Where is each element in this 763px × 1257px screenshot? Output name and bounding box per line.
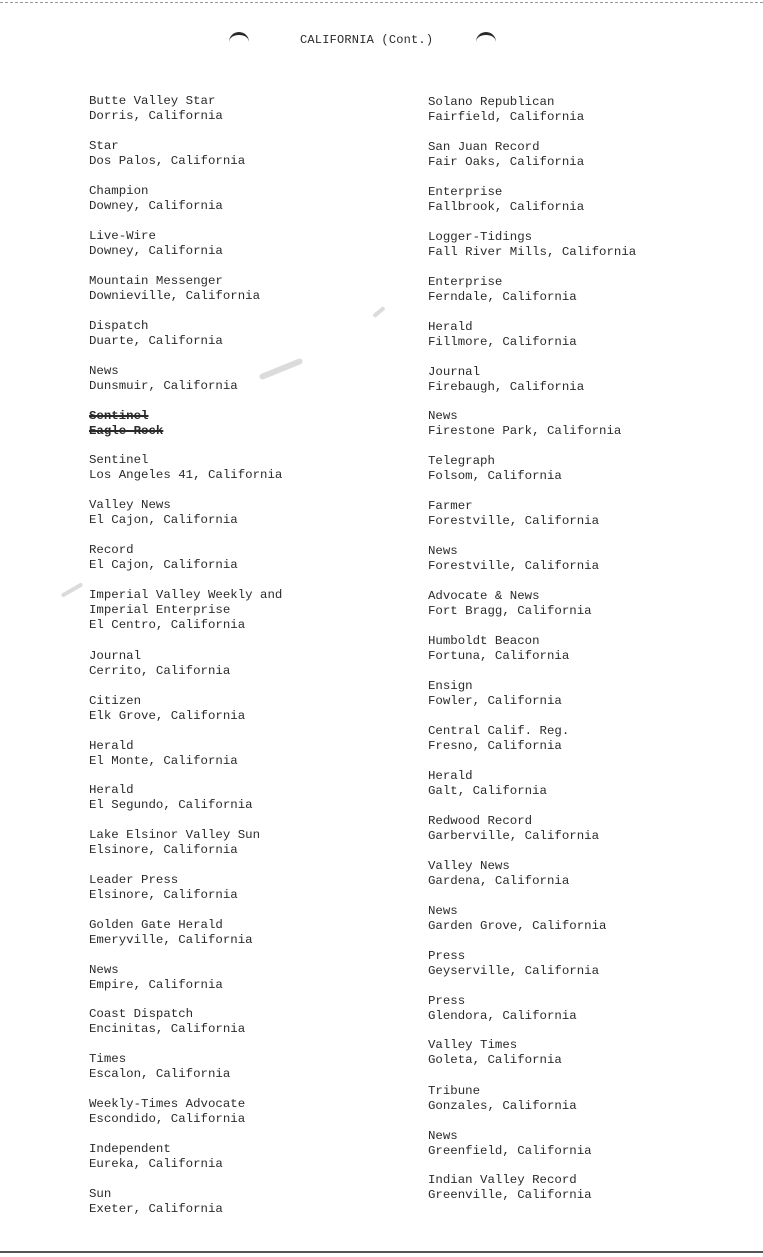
newspaper-location: Greenville, California xyxy=(428,1188,592,1202)
newspaper-location: Escondido, California xyxy=(89,1112,246,1126)
newspaper-location: Eureka, California xyxy=(89,1157,223,1171)
newspaper-entry xyxy=(428,814,599,844)
newspaper-entry xyxy=(428,1038,562,1068)
newspaper-location: Duarte, California xyxy=(89,334,223,348)
newspaper-entry xyxy=(89,1187,223,1217)
newspaper-entry xyxy=(428,1129,592,1159)
newspaper-location: Dorris, California xyxy=(89,109,223,123)
bottom-rule xyxy=(0,1251,763,1253)
newspaper-entry xyxy=(89,918,253,948)
newspaper-location: El Monte, California xyxy=(89,754,238,768)
newspaper-location: El Centro, California xyxy=(89,618,246,632)
newspaper-entry xyxy=(89,1142,223,1172)
newspaper-location: El Cajon, California xyxy=(89,513,238,527)
newspaper-location: Fairfield, California xyxy=(428,110,585,124)
newspaper-location: Greenfield, California xyxy=(428,1144,592,1158)
ink-smudge xyxy=(61,582,84,597)
newspaper-entry xyxy=(428,544,599,574)
newspaper-name: Valley News xyxy=(428,859,510,873)
newspaper-entry xyxy=(89,694,245,724)
newspaper-name: Live-Wire xyxy=(89,229,156,243)
newspaper-entry xyxy=(428,365,584,395)
newspaper-entry xyxy=(89,274,260,304)
newspaper-name: Journal xyxy=(428,365,481,379)
newspaper-location: Elk Grove, California xyxy=(89,709,246,723)
newspaper-location: Fort Bragg, California xyxy=(428,604,592,618)
newspaper-name-continued: Imperial Enterprise xyxy=(89,603,231,617)
newspaper-entry xyxy=(89,409,163,439)
newspaper-entry xyxy=(428,409,621,439)
newspaper-name: News xyxy=(428,1129,458,1143)
newspaper-location: Escalon, California xyxy=(89,1067,231,1081)
newspaper-name: Herald xyxy=(89,739,134,753)
newspaper-name: Solano Republican xyxy=(428,95,555,109)
newspaper-location: Dos Palos, California xyxy=(89,154,246,168)
ink-smudge xyxy=(259,358,304,381)
newspaper-name: News xyxy=(428,409,458,423)
newspaper-entry xyxy=(428,454,562,484)
newspaper-location: Ferndale, California xyxy=(428,290,577,304)
newspaper-name: Press xyxy=(428,949,466,963)
newspaper-entry xyxy=(428,994,577,1024)
top-dashed-rule xyxy=(0,2,763,3)
newspaper-location: Eagle Rock xyxy=(89,424,164,438)
newspaper-name: Independent xyxy=(89,1142,171,1156)
newspaper-location: Firebaugh, California xyxy=(428,380,585,394)
newspaper-location: Fresno, California xyxy=(428,739,562,753)
newspaper-entry xyxy=(428,140,584,170)
newspaper-name: Advocate & News xyxy=(428,589,540,603)
newspaper-name: Lake Elsinor Valley Sun xyxy=(89,828,261,842)
newspaper-name: Indian Valley Record xyxy=(428,1173,577,1187)
newspaper-name: Press xyxy=(428,994,466,1008)
newspaper-entry xyxy=(89,828,260,858)
newspaper-name: Herald xyxy=(428,320,473,334)
newspaper-entry xyxy=(428,275,577,305)
newspaper-location: Fortuna, California xyxy=(428,649,570,663)
newspaper-name: Enterprise xyxy=(428,275,503,289)
newspaper-location: Forestville, California xyxy=(428,559,600,573)
newspaper-entry xyxy=(428,679,562,709)
newspaper-entry xyxy=(428,499,599,529)
page-title: CALIFORNIA (Cont.) xyxy=(300,33,434,47)
newspaper-location: Galt, California xyxy=(428,784,547,798)
newspaper-name: News xyxy=(89,963,119,977)
newspaper-name: Coast Dispatch xyxy=(89,1007,194,1021)
newspaper-name: Dispatch xyxy=(89,319,149,333)
newspaper-entry xyxy=(89,543,238,573)
newspaper-location: Emeryville, California xyxy=(89,933,253,947)
newspaper-name: Humboldt Beacon xyxy=(428,634,540,648)
newspaper-entry xyxy=(89,184,223,214)
newspaper-location: Garberville, California xyxy=(428,829,600,843)
newspaper-name: Champion xyxy=(89,184,149,198)
newspaper-name: Mountain Messenger xyxy=(89,274,223,288)
newspaper-name: Valley Times xyxy=(428,1038,518,1052)
newspaper-entry xyxy=(428,230,636,260)
newspaper-location: Geyserville, California xyxy=(428,964,600,978)
newspaper-location: Glendora, California xyxy=(428,1009,577,1023)
newspaper-name: Sentinel xyxy=(89,453,149,467)
newspaper-name: Sun xyxy=(89,1187,112,1201)
newspaper-location: Empire, California xyxy=(89,978,223,992)
newspaper-name: Times xyxy=(89,1052,127,1066)
newspaper-location: Fall River Mills, California xyxy=(428,245,637,259)
newspaper-name: Leader Press xyxy=(89,873,179,887)
newspaper-name: Imperial Valley Weekly and xyxy=(89,588,283,602)
newspaper-entry xyxy=(89,319,223,349)
newspaper-name: Logger-Tidings xyxy=(428,230,533,244)
newspaper-entry xyxy=(428,634,569,664)
newspaper-entry xyxy=(89,1007,245,1037)
newspaper-entry xyxy=(89,649,230,679)
newspaper-location: El Cajon, California xyxy=(89,558,238,572)
newspaper-location: Los Angeles 41, California xyxy=(89,468,283,482)
newspaper-entry xyxy=(89,588,282,633)
newspaper-name: News xyxy=(428,904,458,918)
newspaper-location: Fair Oaks, California xyxy=(428,155,585,169)
newspaper-entry xyxy=(428,904,606,934)
newspaper-entry xyxy=(428,95,584,125)
newspaper-entry xyxy=(428,769,547,799)
newspaper-location: Goleta, California xyxy=(428,1053,562,1067)
newspaper-name: Star xyxy=(89,139,119,153)
newspaper-entry xyxy=(428,724,569,754)
newspaper-entry xyxy=(89,1097,245,1127)
newspaper-name: Record xyxy=(89,543,134,557)
newspaper-name: Enterprise xyxy=(428,185,503,199)
newspaper-location: Garden Grove, California xyxy=(428,919,607,933)
newspaper-entry xyxy=(89,229,223,259)
newspaper-location: Encinitas, California xyxy=(89,1022,246,1036)
newspaper-name: Central Calif. Reg. xyxy=(428,724,570,738)
punch-hole-left-icon xyxy=(229,32,249,45)
newspaper-location: Firestone Park, California xyxy=(428,424,622,438)
newspaper-location: Downieville, California xyxy=(89,289,261,303)
newspaper-location: Elsinore, California xyxy=(89,888,238,902)
newspaper-name: San Juan Record xyxy=(428,140,540,154)
newspaper-entry xyxy=(89,1052,230,1082)
newspaper-name: Golden Gate Herald xyxy=(89,918,223,932)
newspaper-entry xyxy=(89,963,223,993)
newspaper-entry xyxy=(89,739,238,769)
newspaper-entry xyxy=(428,185,584,215)
newspaper-entry xyxy=(428,1084,577,1114)
newspaper-entry xyxy=(428,949,599,979)
newspaper-name: Sentinel xyxy=(89,409,149,423)
newspaper-name: Herald xyxy=(428,769,473,783)
newspaper-name: Journal xyxy=(89,649,142,663)
newspaper-location: Dunsmuir, California xyxy=(89,379,238,393)
newspaper-location: Forestville, California xyxy=(428,514,600,528)
newspaper-location: Gardena, California xyxy=(428,874,570,888)
newspaper-name: Herald xyxy=(89,783,134,797)
newspaper-entry xyxy=(89,139,245,169)
punch-hole-right-icon xyxy=(476,32,496,45)
newspaper-name: Farmer xyxy=(428,499,473,513)
newspaper-entry xyxy=(89,453,282,483)
newspaper-name: Valley News xyxy=(89,498,171,512)
newspaper-entry xyxy=(89,94,223,124)
newspaper-entry xyxy=(428,320,577,350)
newspaper-entry xyxy=(428,589,592,619)
newspaper-location: Cerrito, California xyxy=(89,664,231,678)
newspaper-name: Weekly-Times Advocate xyxy=(89,1097,246,1111)
newspaper-entry xyxy=(89,364,238,394)
newspaper-name: Telegraph xyxy=(428,454,495,468)
newspaper-location: Downey, California xyxy=(89,244,223,258)
newspaper-location: El Segundo, California xyxy=(89,798,253,812)
newspaper-name: Redwood Record xyxy=(428,814,533,828)
newspaper-name: Ensign xyxy=(428,679,473,693)
newspaper-entry xyxy=(89,783,253,813)
newspaper-name: Butte Valley Star xyxy=(89,94,216,108)
newspaper-location: Exeter, California xyxy=(89,1202,223,1216)
newspaper-location: Gonzales, California xyxy=(428,1099,577,1113)
newspaper-location: Fillmore, California xyxy=(428,335,577,349)
newspaper-name: Citizen xyxy=(89,694,142,708)
newspaper-name: Tribune xyxy=(428,1084,481,1098)
newspaper-location: Fowler, California xyxy=(428,694,562,708)
newspaper-entry xyxy=(89,873,238,903)
newspaper-name: News xyxy=(89,364,119,378)
newspaper-name: News xyxy=(428,544,458,558)
ink-smudge xyxy=(372,306,385,318)
newspaper-location: Elsinore, California xyxy=(89,843,238,857)
newspaper-location: Downey, California xyxy=(89,199,223,213)
newspaper-location: Folsom, California xyxy=(428,469,562,483)
newspaper-entry xyxy=(89,498,238,528)
newspaper-entry xyxy=(428,859,569,889)
newspaper-entry xyxy=(428,1173,592,1203)
newspaper-location: Fallbrook, California xyxy=(428,200,585,214)
